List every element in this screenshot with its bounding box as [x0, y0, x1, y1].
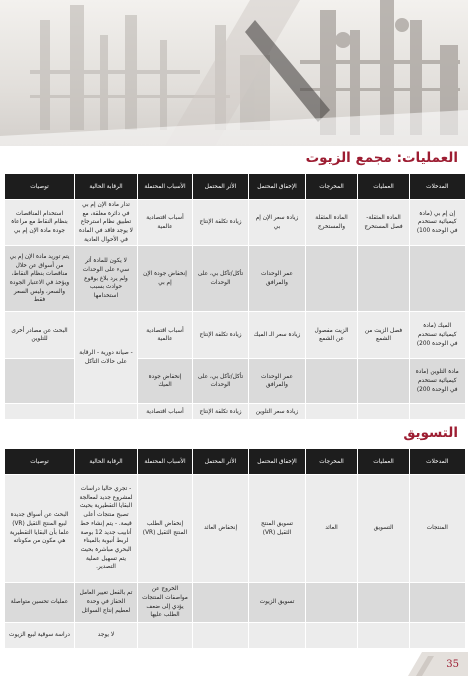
table-cell: الخروج عن مواصفات المنتجات يؤدي إلى ضعف الطلب عليها — [138, 583, 193, 623]
table-cell — [138, 623, 193, 649]
table-cell — [358, 359, 410, 404]
table-cell: عمر الوحدات والمرافق — [249, 246, 306, 312]
table-cell: الميك (مادة كيميائية تستخدم في الوحدة 200) — [410, 312, 465, 359]
table-cell — [193, 623, 249, 649]
table-cell: المنتجات — [410, 475, 465, 583]
page-number: 35 — [446, 659, 459, 670]
table-cell: زيادة تكلفة الإنتاج — [193, 404, 249, 420]
table-cell: زيادة سعر الإن إم بي — [249, 200, 306, 246]
column-header: المدخلات — [410, 174, 465, 200]
table-cell: تأكل/تآكل بي، على الوحدات — [193, 246, 249, 312]
column-header: الأسباب المحتملة — [138, 174, 193, 200]
marketing-table — [4, 449, 465, 648]
column-header: الرقابة الحالية — [75, 174, 138, 200]
table-row — [5, 312, 465, 359]
table-cell: - تجري حاليا دراسات لمشروع جديد لمعالجة البقايا التقطيرية بحيث تصبح منتجات أعلى قيمة. - يتم إنشاء خط أنابيب جديد 12 بوصة لربط أنبوبة بالميناء البحري مباشرة بحيث يتم تسهيل عملية التصدير. — [75, 475, 138, 583]
table-cell — [410, 404, 465, 420]
table-row — [5, 246, 465, 312]
column-header: العمليات — [358, 449, 410, 475]
table-header-row — [5, 449, 465, 475]
table-cell — [75, 404, 138, 420]
table-cell — [410, 246, 465, 312]
table-cell: عمليات تحسين متواصلة — [5, 583, 75, 623]
table-cell: أسباب اقتصادية — [138, 404, 193, 420]
table-cell: لا يوجد — [75, 623, 138, 649]
column-header: العمليات — [358, 174, 410, 200]
table-row — [5, 359, 465, 404]
column-header: الأثر المحتمل — [193, 449, 249, 475]
table-cell: تسويق المنتج الثقيل (VR) — [249, 475, 306, 583]
table-cell — [358, 246, 410, 312]
column-header: الإخفاق المحتمل — [249, 174, 306, 200]
table-cell: تسويق الزيوت — [249, 583, 306, 623]
table-cell: تأكل/تآكل بي، على الوحدات — [193, 359, 249, 404]
table-cell — [358, 623, 410, 649]
table-row — [5, 623, 465, 649]
column-header: المدخلات — [410, 449, 465, 475]
table-cell: البحث عن مصادر أخرى للتلوين — [5, 312, 75, 359]
table-cell: التسويق — [358, 475, 410, 583]
table-cell: لا يكون للمادة أثر سيء على الوحدات ولم يرد بلاغ بوقوع حوادث بسبب استخدامها — [75, 246, 138, 312]
table-cell — [306, 246, 358, 312]
table-cell — [306, 404, 358, 420]
table-cell: العائد — [306, 475, 358, 583]
table-cell: إنخفاض العائد — [193, 475, 249, 583]
table-cell — [249, 623, 306, 649]
table-cell: أسباب اقتصادية عالمية — [138, 312, 193, 359]
table-cell — [358, 583, 410, 623]
table-cell: زيادة تكلفة الإنتاج — [193, 312, 249, 359]
table-cell: المادة المثقلة والمستخرج — [306, 200, 358, 246]
table-cell — [410, 583, 465, 623]
column-header: الأثر المحتمل — [193, 174, 249, 200]
table-cell — [5, 359, 75, 404]
column-header: المخرجات — [306, 174, 358, 200]
table-cell: أسباب اقتصادية عالمية — [138, 200, 193, 246]
table-cell: إنخفاض جودة الميك — [138, 359, 193, 404]
table-row — [5, 583, 465, 623]
column-header: المخرجات — [306, 449, 358, 475]
table-cell: زيادة تكلفة الإنتاج — [193, 200, 249, 246]
table-row — [5, 475, 465, 583]
column-header: الأسباب المحتملة — [138, 449, 193, 475]
table-cell: تم بالفعل تغيير العامل الحفاز في وحدة لعطيم إنتاج السوائل — [75, 583, 138, 623]
column-header: توصيات — [5, 449, 75, 475]
table-cell: البحث عن أسواق جديدة لبيع المنتج الثقيل (VR) علما بأن البقايا التقطيرية هي مكون من مكوناته — [5, 475, 75, 583]
table-cell: زيادة سعر التلوين — [249, 404, 306, 420]
operations-table — [4, 174, 465, 419]
table-cell: - صيانة دورية - الرقابة على حالات التآكل — [75, 312, 138, 404]
table-cell: عمر الوحدات والمرافق — [249, 359, 306, 404]
table-cell — [306, 359, 358, 404]
table-cell — [193, 583, 249, 623]
table-cell: فصل الزيت من الشمع — [358, 312, 410, 359]
table-cell: المادة المثقلة- فصل المستخرج — [358, 200, 410, 246]
table-cell: تدار مادة الإن إم بي في دائرة مغلقة، مع تطبيق نظام استرجاع لا يوجد فاقد في المادة في الأحوال العادية — [75, 200, 138, 246]
table-cell: زيادة سعر الـ الميك — [249, 312, 306, 359]
table-cell — [358, 404, 410, 420]
section-title-marketing: التسويق — [403, 425, 458, 441]
table-cell: الزيت مفصول عن الشمع — [306, 312, 358, 359]
table-cell: استخدام المناقصات بنظام النقاط مع مراعاة جودة مادة الإن إم بي — [5, 200, 75, 246]
table-cell: دراسة سوقية لبيع الزيوت — [5, 623, 75, 649]
table-cell: إن إم بي (مادة كيميائية تستخدم في الوحدة 100) — [410, 200, 465, 246]
table-header-row — [5, 174, 465, 200]
table-cell — [306, 623, 358, 649]
refinery-illustration — [0, 0, 468, 146]
table-cell: إنخفاض جودة الإن إم بي — [138, 246, 193, 312]
column-header: الرقابة الحالية — [75, 449, 138, 475]
table-cell: يتم توريد مادة الإن إم بي من أسواق عن خلال مناقصات بنظام النقاط، ويؤخذ في الاعتبار الجودة والسعر، وليس السعر فقط — [5, 246, 75, 312]
table-cell: مادة التلوين (مادة كيميائية تستخدم في الوحدة 200) — [410, 359, 465, 404]
column-header: توصيات — [5, 174, 75, 200]
table-row — [5, 404, 465, 420]
footer-decoration — [408, 642, 468, 676]
section-title-operations: العمليات: مجمع الزيوت — [305, 150, 458, 166]
table-cell: إنخفاض الطلب المنتج الثقيل (VR) — [138, 475, 193, 583]
hero-refinery-image — [0, 0, 468, 146]
table-cell — [5, 404, 75, 420]
table-cell — [306, 583, 358, 623]
column-header: الإخفاق المحتمل — [249, 449, 306, 475]
